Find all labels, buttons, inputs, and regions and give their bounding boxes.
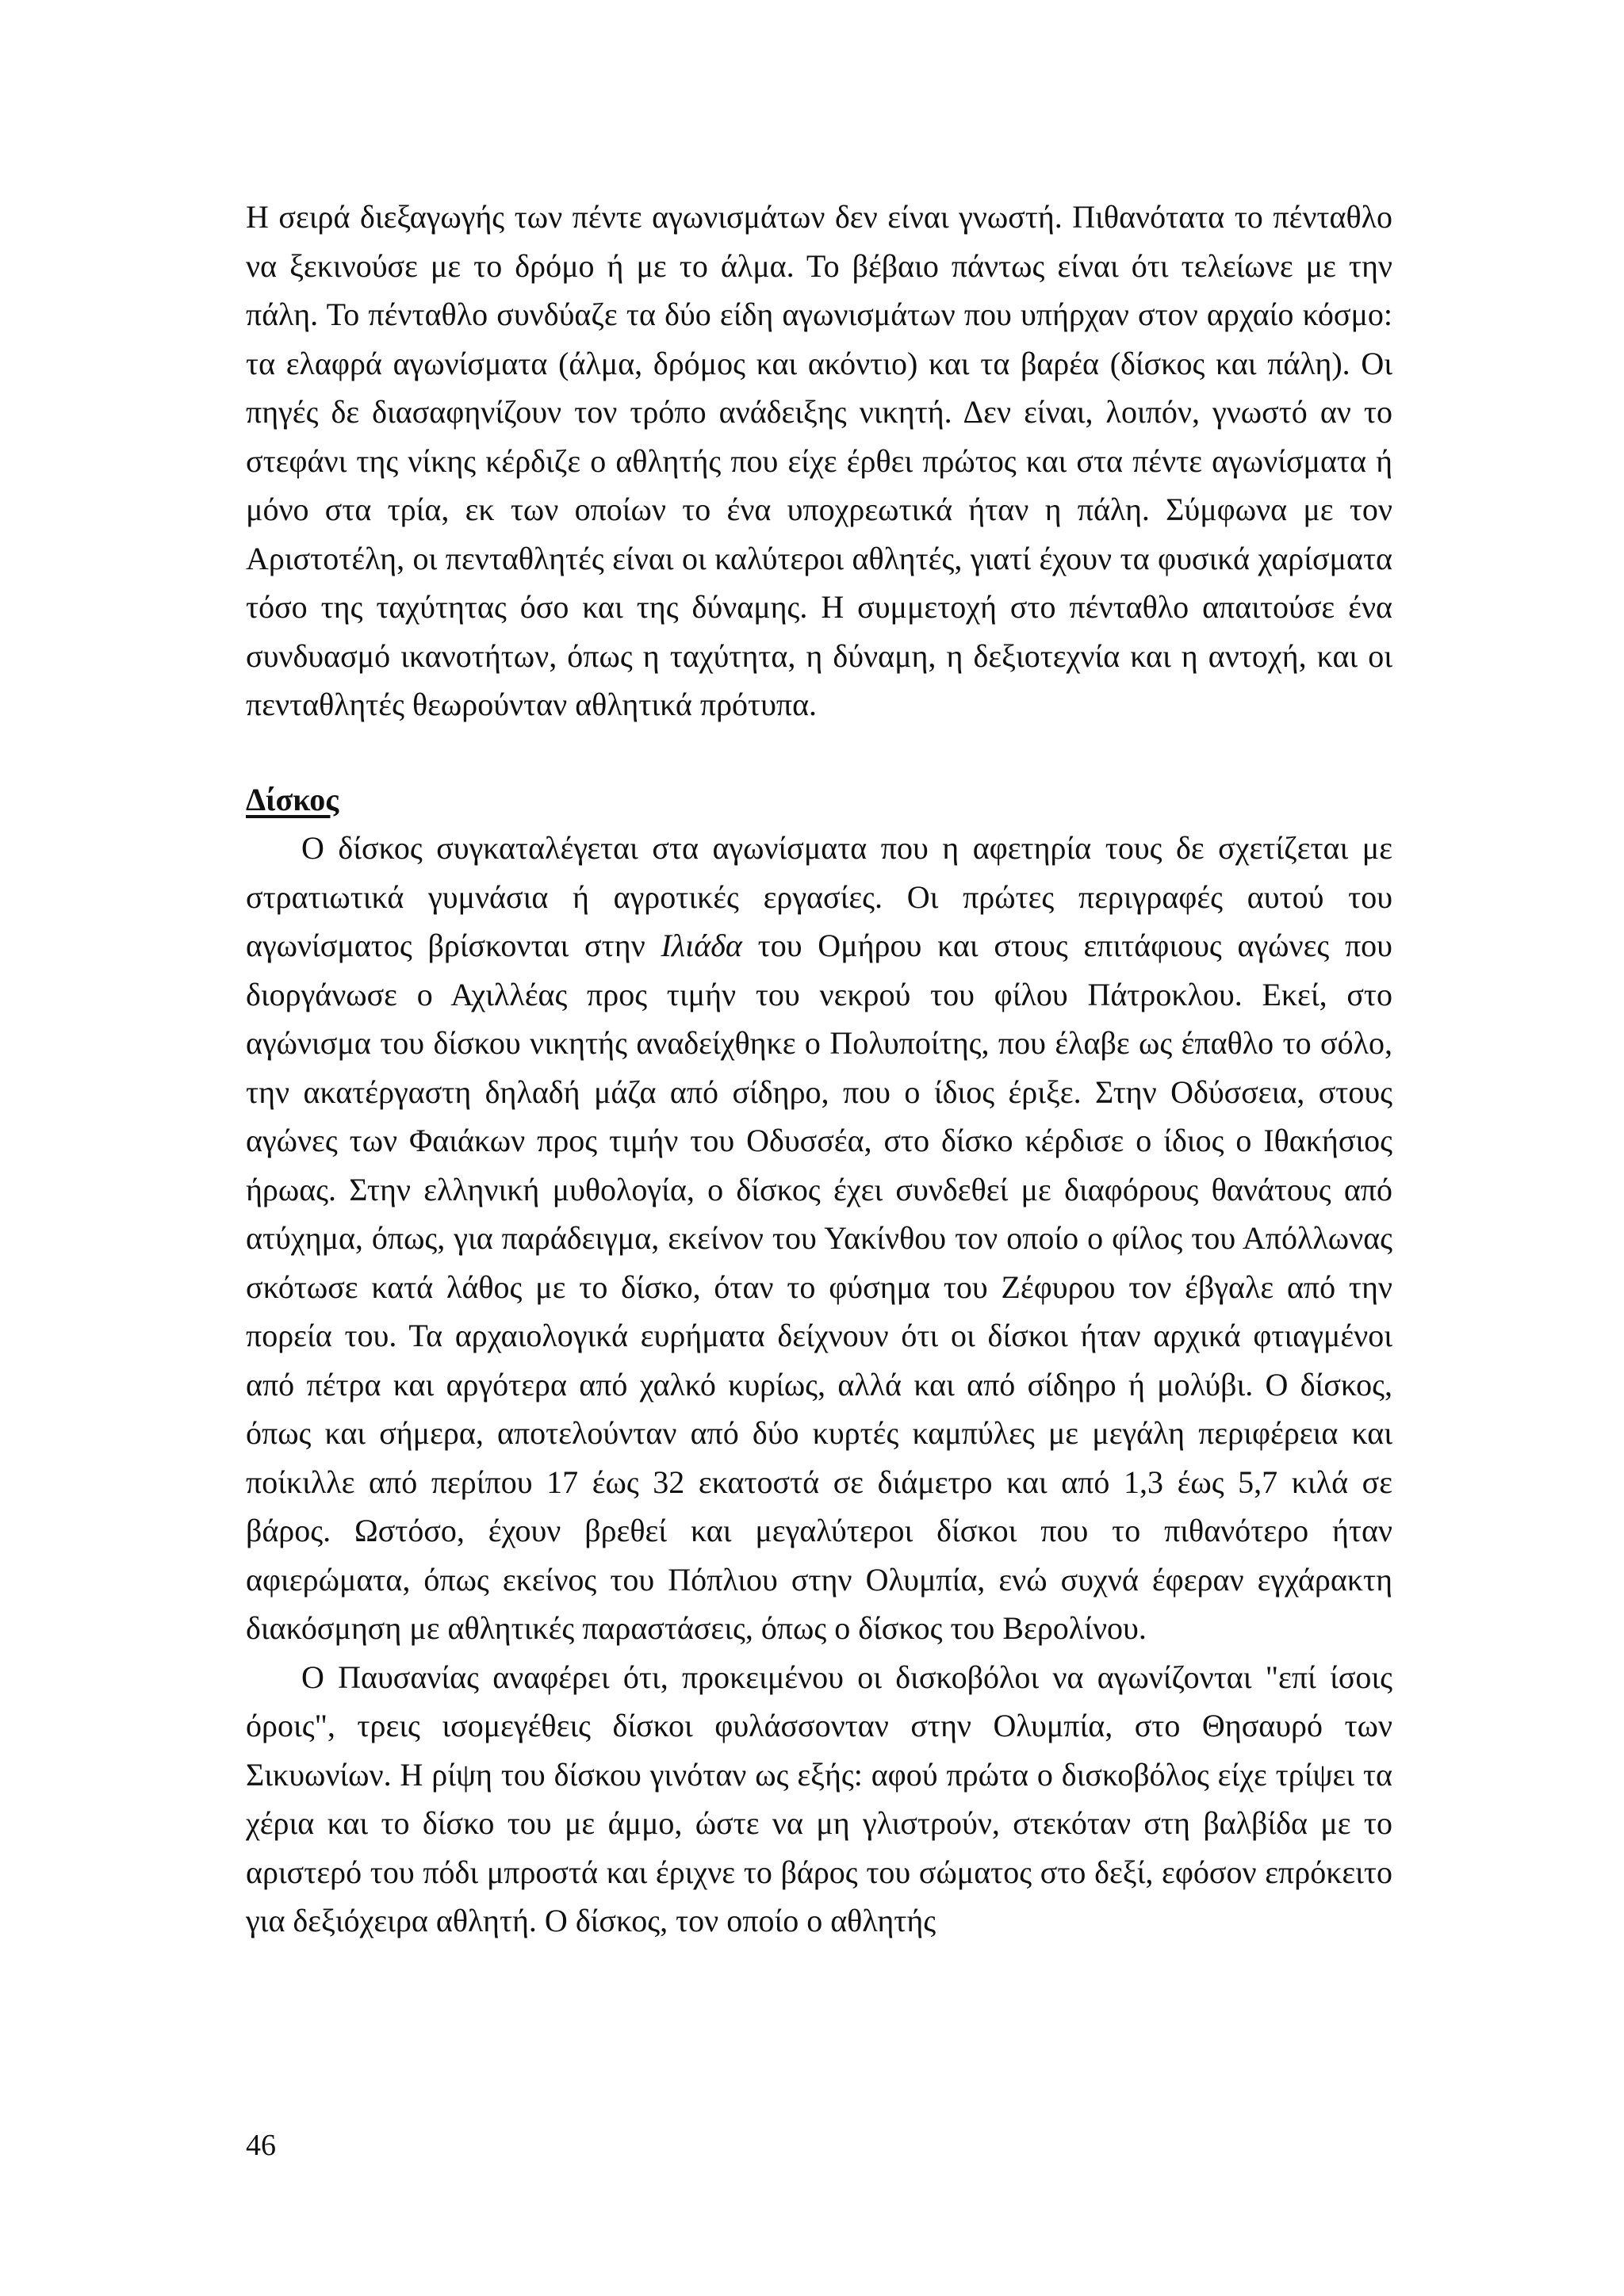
- page-body: [246, 193, 1392, 1946]
- iliad-title: Ιλιάδα: [661, 928, 742, 963]
- paragraph-discus-history: [246, 824, 1392, 1653]
- paragraph-discus-history-part-2: του Ομήρου και στους επιτάφιους αγώνες που διοργάνωσε ο Αχιλλέας προς τιμήν του νεκρού του φίλου Πάτροκλου. Εκεί, στο αγώνισμα του δίσκου νικητής αναδείχθηκε ο Πολυποίτης, που έλαβε ως έπαθλο το σόλο, την ακατέργαστη δηλαδή μάζα από σίδηρο, που ο ίδιος έριξε. Στην Οδύσσεια, στους αγώνες των Φαιάκων προς τιμήν του Οδυσσέα, στο δίσκο κέρδισε ο ίδιος ο Ιθακήσιος ήρωας. Στην ελληνική μυθολογία, ο δίσκος έχει συνδεθεί με διαφόρους θανάτους από ατύχημα, όπως, για παράδειγμα, εκείνον του Υακίνθου τον οποίο ο φίλος του Απόλλωνας σκότωσε κατά λάθος με το δίσκο, όταν το φύσημα του Ζέφυρου τον έβγαλε από την πορεία του. Τα αρχαιολογικά ευρήματα δείχνουν ότι οι δίσκοι ήταν αρχικά φτιαγμένοι από πέτρα και αργότερα από χαλκό κυρίως, αλλά και από σίδηρο ή μολύβι. Ο δίσκος, όπως και σήμερα, αποτελούνταν από δύο κυρτές καμπύλες με μεγάλη περιφέρεια και ποίκιλλε από περίπου 17 έως 32 εκατοστά σε διάμετρο και από 1,3 έως 5,7 κιλά σε βάρος. Ωστόσο, έχουν βρεθεί και μεγαλύτεροι δίσκοι που το πιθανότερο ήταν αφιερώματα, όπως εκείνος του Πόπλιου στην Ολυμπία, ενώ συχνά έφεραν εγχάρακτη διακόσμηση με αθλητικές παραστάσεις, όπως ο δίσκος του Βερολίνου.: [246, 928, 1392, 1646]
- section-heading-discus: Δίσκος: [246, 781, 339, 817]
- page-number: 46: [246, 2129, 276, 2162]
- paragraph-discus-throw: Ο Παυσανίας αναφέρει ότι, προκειμένου οι δισκοβόλοι να αγωνίζονται "επί ίσοις όροις", τρεις ισομεγέθεις δίσκοι φυλάσσονταν στην Ολυμπία, στο Θησαυρό των Σικυωνίων. Η ρίψη του δίσκου γινόταν ως εξής: αφού πρώτα ο δισκοβόλος είχε τρίψει τα χέρια και το δίσκο του με άμμο, ώστε να μη γλιστρούν, στεκόταν στη βαλβίδα με το αριστερό του πόδι μπροστά και έριχνε το βάρος του σώματος στο δεξί, εφόσον επρόκειτο για δεξιόχειρα αθλητή. Ο δίσκος, τον οποίο ο αθλητής: [246, 1659, 1392, 1938]
- paragraph-pentathlon: Η σειρά διεξαγωγής των πέντε αγωνισμάτων δεν είναι γνωστή. Πιθανότατα το πένταθλο να ξεκινούσε με το δρόμο ή με το άλμα. Το βέβαιο πάντως είναι ότι τελείωνε με την πάλη. Το πένταθλο συνδύαζε τα δύο είδη αγωνισμάτων που υπήρχαν στον αρχαίο κόσμο: τα ελαφρά αγωνίσματα (άλμα, δρόμος και ακόντιο) και τα βαρέα (δίσκος και πάλη). Οι πηγές δε διασαφηνίζουν τον τρόπο ανάδειξης νικητή. Δεν είναι, λοιπόν, γνωστό αν το στεφάνι της νίκης κέρδιζε ο αθλητής που είχε έρθει πρώτος και στα πέντε αγωνίσματα ή μόνο στα τρία, εκ των οποίων το ένα υποχρεωτικά ήταν η πάλη. Σύμφωνα με τον Αριστοτέλη, οι πενταθλητές είναι οι καλύτεροι αθλητές, γιατί έχουν τα φυσικά χαρίσματα τόσο της ταχύτητας όσο και της δύναμης. Η συμμετοχή στο πένταθλο απαιτούσε ένα συνδυασμό ικανοτήτων, όπως η ταχύτητα, η δύναμη, η δεξιοτεχνία και η αντοχή, και οι πενταθλητές θεωρούνταν αθλητικά πρότυπα.: [246, 199, 1392, 722]
- paragraph-discus-history-part-1: Ο δίσκος συγκαταλέγεται στα αγωνίσματα που η αφετηρία τους δε σχετίζεται με στρατιωτικά γυμνάσια ή αγροτικές εργασίες. Οι πρώτες περιγραφές αυτού του αγωνίσματος βρίσκονται στην: [246, 830, 1392, 963]
